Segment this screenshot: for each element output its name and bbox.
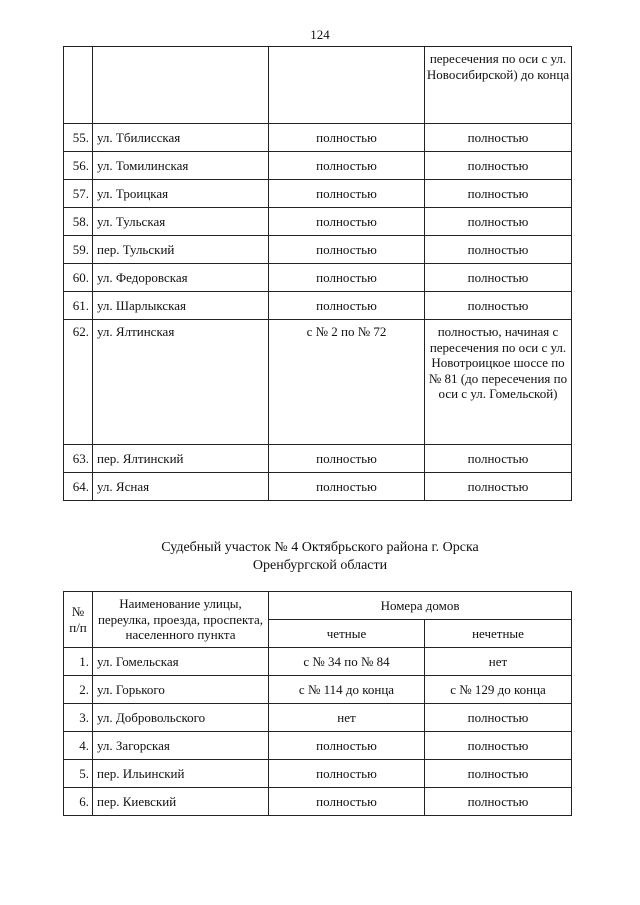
odd-numbers: полностью	[425, 180, 572, 208]
even-numbers: полностью	[269, 760, 425, 788]
table-row	[64, 320, 572, 445]
street-name: ул. Шарлыкская	[93, 292, 269, 320]
odd-numbers: полностью	[425, 208, 572, 236]
even-numbers: с № 114 до конца	[269, 676, 425, 704]
table-row	[64, 124, 572, 152]
even-numbers: полностью	[269, 180, 425, 208]
street-table-continued	[63, 46, 572, 501]
street-name: ул. Загорская	[93, 732, 269, 760]
row-number: 64.	[64, 473, 93, 501]
odd-numbers: полностью	[425, 704, 572, 732]
street-name: ул. Тульская	[93, 208, 269, 236]
table-row	[64, 676, 572, 704]
street-name: пер. Тульский	[93, 236, 269, 264]
odd-numbers: полностью	[425, 473, 572, 501]
even-numbers: полностью	[269, 473, 425, 501]
street-name: ул. Троицкая	[93, 180, 269, 208]
odd-numbers: полностью	[425, 264, 572, 292]
row-number: 2.	[64, 676, 93, 704]
even-numbers: полностью	[269, 152, 425, 180]
street-name: пер. Ялтинский	[93, 445, 269, 473]
odd-numbers: полностью	[425, 292, 572, 320]
street-name: пер. Киевский	[93, 788, 269, 816]
row-number: 56.	[64, 152, 93, 180]
section-title-line1: Судебный участок № 4 Октябрьского района г. Орска	[161, 540, 479, 555]
table-row	[64, 264, 572, 292]
street-name: ул. Федоровская	[93, 264, 269, 292]
street-table-court-4	[63, 591, 572, 816]
row-number: 57.	[64, 180, 93, 208]
section-title-line2: Оренбургской области	[252, 558, 388, 573]
row-number: 60.	[64, 264, 93, 292]
table-row	[64, 788, 572, 816]
odd-numbers: полностью	[425, 152, 572, 180]
even-numbers: полностью	[269, 732, 425, 760]
street-name: ул. Горького	[93, 676, 269, 704]
row-number: 55.	[64, 124, 93, 152]
row-number: 63.	[64, 445, 93, 473]
odd-numbers: полностью	[425, 445, 572, 473]
even-numbers: с № 34 по № 84	[269, 648, 425, 676]
header-street-name: Наименование улицы, переулка, проезда, проспекта, населенного пункта	[93, 592, 269, 648]
even-numbers: нет	[269, 704, 425, 732]
odd-numbers: полностью, начиная с пересечения по оси с ул. Новотроицкое шоссе по № 81 (до пересечения по оси с ул. Гомельской)	[425, 320, 572, 445]
street-name: ул. Ялтинская	[93, 320, 269, 445]
table-row	[64, 760, 572, 788]
even-numbers: полностью	[269, 124, 425, 152]
row-number: 61.	[64, 292, 93, 320]
street-name: пер. Ильинский	[93, 760, 269, 788]
section-title	[0, 539, 640, 575]
table-row	[64, 208, 572, 236]
street-name: ул. Добровольского	[93, 704, 269, 732]
even-numbers: полностью	[269, 445, 425, 473]
table-row	[64, 445, 572, 473]
row-number: 62.	[64, 320, 93, 445]
odd-numbers: полностью	[425, 236, 572, 264]
table-row	[64, 47, 572, 124]
even-numbers: полностью	[269, 264, 425, 292]
row-number: 58.	[64, 208, 93, 236]
table-row	[64, 732, 572, 760]
row-number: 59.	[64, 236, 93, 264]
odd-numbers: полностью	[425, 760, 572, 788]
table-row	[64, 648, 572, 676]
row-number: 6.	[64, 788, 93, 816]
even-numbers: полностью	[269, 236, 425, 264]
street-name: ул. Тбилисская	[93, 124, 269, 152]
even-numbers: полностью	[269, 208, 425, 236]
table-header-row	[64, 592, 572, 620]
table-row	[64, 152, 572, 180]
continuation-cell: пересечения по оси с ул. Новосибирской) до конца	[425, 47, 572, 124]
row-number: 5.	[64, 760, 93, 788]
odd-numbers: полностью	[425, 732, 572, 760]
table-row	[64, 292, 572, 320]
street-name: ул. Ясная	[93, 473, 269, 501]
header-odd: нечетные	[425, 620, 572, 648]
table-row	[64, 704, 572, 732]
street-name: ул. Гомельская	[93, 648, 269, 676]
table-row	[64, 180, 572, 208]
header-num: № п/п	[64, 592, 93, 648]
page-number: 124	[310, 27, 330, 42]
even-numbers: с № 2 по № 72	[269, 320, 425, 445]
even-numbers: полностью	[269, 788, 425, 816]
even-numbers: полностью	[269, 292, 425, 320]
header-even: четные	[269, 620, 425, 648]
header-house-numbers: Номера домов	[269, 592, 572, 620]
row-number: 1.	[64, 648, 93, 676]
odd-numbers: полностью	[425, 788, 572, 816]
row-number: 3.	[64, 704, 93, 732]
odd-numbers: с № 129 до конца	[425, 676, 572, 704]
table-row	[64, 236, 572, 264]
odd-numbers: нет	[425, 648, 572, 676]
table-row	[64, 473, 572, 501]
row-number: 4.	[64, 732, 93, 760]
odd-numbers: полностью	[425, 124, 572, 152]
street-name: ул. Томилинская	[93, 152, 269, 180]
